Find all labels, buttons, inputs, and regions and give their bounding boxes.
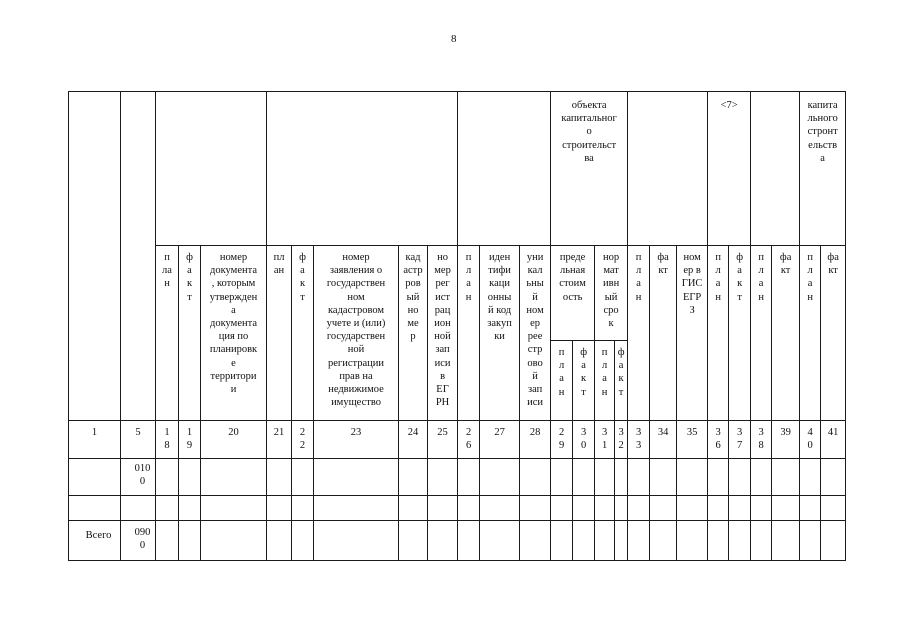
table-row-total: [69, 521, 846, 561]
cell-c40: [800, 521, 821, 561]
cell-c41: [821, 496, 846, 521]
header-group-38-39: [751, 92, 800, 246]
colnum-c33: 3 3: [628, 421, 650, 459]
cell-c29: [551, 496, 573, 521]
header-c20: номер документа , которым утвержден а документа ция по планировк е территори и: [201, 246, 267, 421]
cell-c39: [772, 496, 800, 521]
cell-c22: [292, 521, 314, 561]
header-group-33-35: [628, 92, 708, 246]
cell-c21: [267, 496, 292, 521]
cell-c32: [615, 459, 628, 496]
header-c37: ф а к т: [729, 246, 751, 421]
cell-c25: [428, 521, 458, 561]
cell-c28: [520, 459, 551, 496]
header-c23: номер заявления о государствен ном кадастровом учете и (или) государствен ной регистрации прав на недвижимое имущество: [314, 246, 399, 421]
cell-c18: [156, 496, 179, 521]
cell-c31: [595, 496, 615, 521]
colnum-c35: 35: [677, 421, 708, 459]
cell-c5-code: [121, 496, 156, 521]
header-c39: фа кт: [772, 246, 800, 421]
header-c29: п л а н: [551, 341, 573, 421]
cell-c21: [267, 459, 292, 496]
colnum-c38: 3 8: [751, 421, 772, 459]
cell-c24: [399, 521, 428, 561]
cell-c36: [708, 459, 729, 496]
cell-c21: [267, 521, 292, 561]
colnum-c32: 3 2: [615, 421, 628, 459]
colnum-c29: 2 9: [551, 421, 573, 459]
cell-c35: [677, 521, 708, 561]
cell-c20: [201, 459, 267, 496]
cell-c35: [677, 496, 708, 521]
cell-c19: [179, 459, 201, 496]
cell-c38: [751, 459, 772, 496]
header-group-note-ref: <7>: [708, 92, 751, 246]
cell-c40: [800, 496, 821, 521]
header-c25: но мер рег ист рац ион ной зап иси в ЕГ РН: [428, 246, 458, 421]
cell-c23: [314, 521, 399, 561]
cell-c20: [201, 496, 267, 521]
cell-c25: [428, 496, 458, 521]
cell-c24: [399, 496, 428, 521]
header-c32: ф а к т: [615, 341, 628, 421]
header-col-1: [69, 92, 121, 421]
colnum-c23: 23: [314, 421, 399, 459]
colnum-c24: 24: [399, 421, 428, 459]
header-c41: фа кт: [821, 246, 846, 421]
cell-c24: [399, 459, 428, 496]
cell-c26: [458, 521, 480, 561]
table-row: [69, 496, 846, 521]
header-c29-30: преде льная стоим ость: [551, 246, 595, 341]
colnum-c34: 34: [650, 421, 677, 459]
colnum-c25: 25: [428, 421, 458, 459]
header-c31-32: нор мат ивн ый сро к: [595, 246, 628, 341]
cell-total-label: Всего: [69, 521, 121, 561]
cell-c28: [520, 521, 551, 561]
colnum-c30: 3 0: [573, 421, 595, 459]
cell-c30: [573, 521, 595, 561]
report-table: [68, 91, 846, 561]
cell-c22: [292, 459, 314, 496]
cell-c29: [551, 459, 573, 496]
cell-c39: [772, 459, 800, 496]
cell-c20: [201, 521, 267, 561]
colnum-c18: 1 8: [156, 421, 179, 459]
header-c24: кад астр ров ый но ме р: [399, 246, 428, 421]
cell-c38: [751, 496, 772, 521]
cell-c30: [573, 459, 595, 496]
cell-c5-code: 090 0: [121, 521, 156, 561]
cell-c33: [628, 496, 650, 521]
colnum-c1: 1: [69, 421, 121, 459]
cell-c39: [772, 521, 800, 561]
header-c35: ном ер в ГИС ЕГР З: [677, 246, 708, 421]
header-c27: иден тифи каци онны й код закуп ки: [480, 246, 520, 421]
cell-c41: [821, 459, 846, 496]
colnum-c26: 2 6: [458, 421, 480, 459]
colnum-c36: 3 6: [708, 421, 729, 459]
cell-c25: [428, 459, 458, 496]
cell-c18: [156, 521, 179, 561]
colnum-c31: 3 1: [595, 421, 615, 459]
header-c38: п л а н: [751, 246, 772, 421]
header-c33: п л а н: [628, 246, 650, 421]
cell-c40: [800, 459, 821, 496]
header-group-26-28: [458, 92, 551, 246]
header-c28: уни кал ьны й ном ер рее стр ово й зап иси: [520, 246, 551, 421]
column-number-row: [69, 421, 846, 459]
cell-c23: [314, 459, 399, 496]
cell-c29: [551, 521, 573, 561]
cell-c37: [729, 521, 751, 561]
cell-c38: [751, 521, 772, 561]
colnum-c28: 28: [520, 421, 551, 459]
cell-c27: [480, 496, 520, 521]
colnum-c37: 3 7: [729, 421, 751, 459]
cell-c34: [650, 496, 677, 521]
cell-c34: [650, 459, 677, 496]
header-c36: п л а н: [708, 246, 729, 421]
header-c26: п л а н: [458, 246, 480, 421]
header-group-capital-object: объекта капитальног о строительст ва: [551, 92, 628, 246]
table-row: [69, 459, 846, 496]
cell-c27: [480, 459, 520, 496]
colnum-c27: 27: [480, 421, 520, 459]
header-col-5: [121, 92, 156, 421]
cell-c30: [573, 496, 595, 521]
colnum-c19: 1 9: [179, 421, 201, 459]
cell-c37: [729, 496, 751, 521]
cell-c33: [628, 521, 650, 561]
header-group-row: [69, 92, 846, 246]
cell-c18: [156, 459, 179, 496]
cell-c1: [69, 459, 121, 496]
header-group-21-25: [267, 92, 458, 246]
cell-c37: [729, 459, 751, 496]
cell-c32: [615, 496, 628, 521]
colnum-c39: 39: [772, 421, 800, 459]
header-c22: ф а к т: [292, 246, 314, 421]
colnum-c5: 5: [121, 421, 156, 459]
colnum-c40: 4 0: [800, 421, 821, 459]
colnum-c41: 41: [821, 421, 846, 459]
cell-c19: [179, 496, 201, 521]
header-c21: пл ан: [267, 246, 292, 421]
header-group-capital-construction: капита льного стронт ельств а: [800, 92, 846, 246]
header-c40: п л а н: [800, 246, 821, 421]
cell-c41: [821, 521, 846, 561]
header-group-18-20: [156, 92, 267, 246]
cell-c19: [179, 521, 201, 561]
cell-c36: [708, 496, 729, 521]
cell-c36: [708, 521, 729, 561]
cell-c23: [314, 496, 399, 521]
header-c30: ф а к т: [573, 341, 595, 421]
page-number: 8: [451, 33, 457, 45]
cell-c5-code: 010 0: [121, 459, 156, 496]
cell-c1: [69, 496, 121, 521]
colnum-c21: 21: [267, 421, 292, 459]
colnum-c22: 2 2: [292, 421, 314, 459]
header-c19: ф а к т: [179, 246, 201, 421]
header-c34: фа кт: [650, 246, 677, 421]
header-column-row: [69, 246, 846, 341]
cell-c33: [628, 459, 650, 496]
cell-c28: [520, 496, 551, 521]
cell-c26: [458, 459, 480, 496]
header-c31: п л а н: [595, 341, 615, 421]
cell-c34: [650, 521, 677, 561]
cell-c31: [595, 459, 615, 496]
cell-c31: [595, 521, 615, 561]
cell-c35: [677, 459, 708, 496]
cell-c22: [292, 496, 314, 521]
header-c18: п ла н: [156, 246, 179, 421]
cell-c32: [615, 521, 628, 561]
cell-c26: [458, 496, 480, 521]
cell-c27: [480, 521, 520, 561]
colnum-c20: 20: [201, 421, 267, 459]
